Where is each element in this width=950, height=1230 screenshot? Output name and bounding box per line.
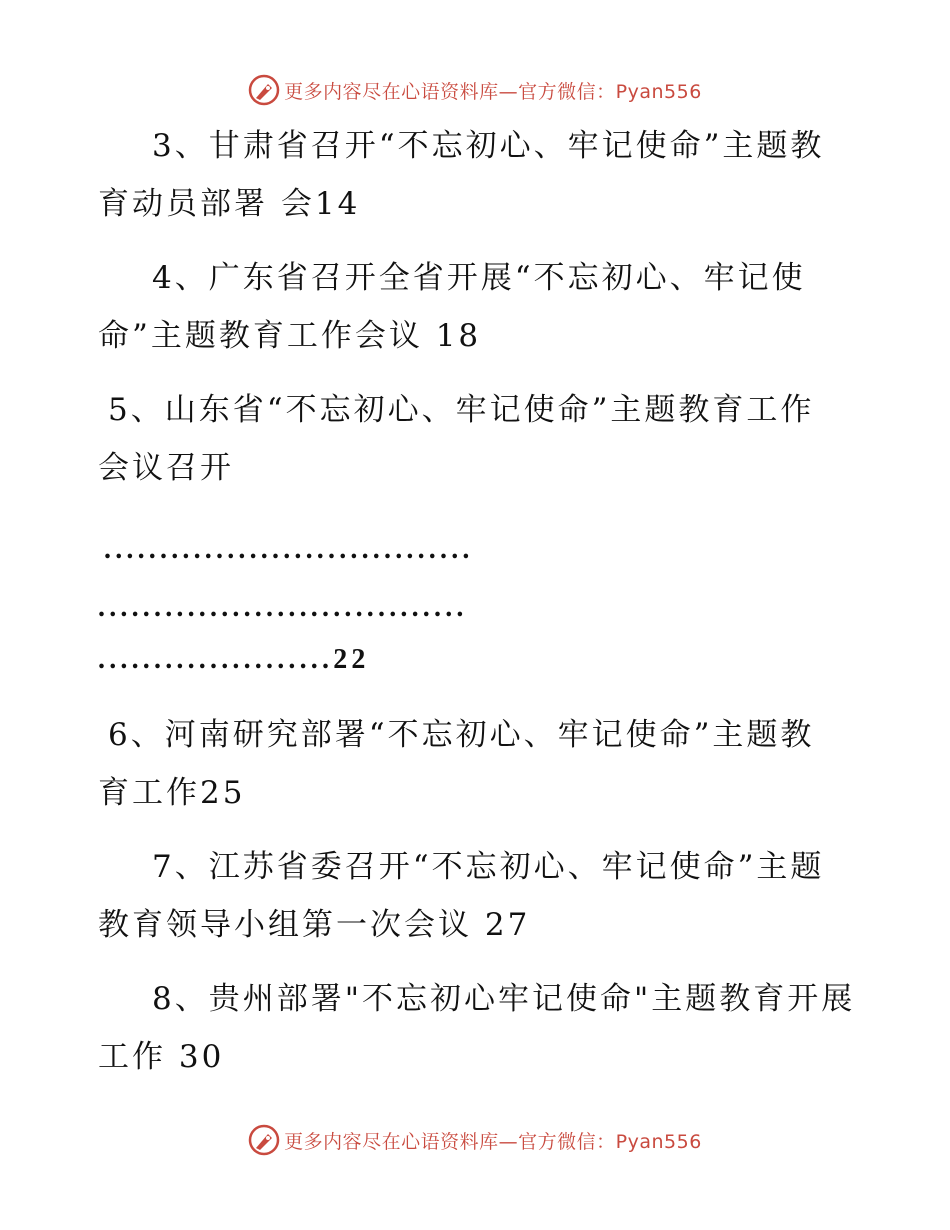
toc-entry-5-line-2: 会议召开 — [98, 450, 234, 486]
footer-banner — [0, 1120, 950, 1160]
toc-entry-8-line-1: 8、贵州部署"不忘初心牢记使命"主题教育开展 — [152, 981, 856, 1017]
toc-leader-dots-1: ................................. — [104, 534, 474, 565]
toc-entry-5-line-1: 5、山东省“不忘初心、牢记使命”主题教育工作 — [108, 392, 815, 428]
toc-entry-4-line-2: 命”主题教育工作会议 18 — [98, 318, 482, 354]
toc-entry-3-line-1: 3、甘肃省召开“不忘初心、牢记使命”主题教 — [152, 128, 825, 164]
pen-nib-icon — [248, 74, 280, 106]
toc-entry-6-line-1: 6、河南研究部署“不忘初心、牢记使命”主题教 — [108, 717, 815, 753]
toc-leader-dots-2: ................................. — [98, 592, 468, 623]
toc-entry-7-line-2: 教育领导小组第一次会议 27 — [98, 907, 531, 943]
pen-nib-icon — [248, 1124, 280, 1156]
header-banner — [0, 70, 950, 110]
toc-leader-dots-3: .....................22 — [98, 644, 370, 675]
banner-text: 更多内容尽在心语资料库—官方微信：Pyan556 — [284, 80, 702, 103]
toc-entry-6-line-2: 育工作25 — [98, 775, 246, 811]
toc-entry-4-line-1: 4、广东省召开全省开展“不忘初心、牢记使 — [152, 260, 806, 296]
toc-entry-8-line-2: 工作 30 — [98, 1039, 225, 1075]
toc-entry-3-line-2: 育动员部署 会14 — [98, 186, 361, 222]
toc-entry-7-line-1: 7、江苏省委召开“不忘初心、牢记使命”主题 — [152, 849, 825, 885]
banner-text: 更多内容尽在心语资料库—官方微信：Pyan556 — [284, 1130, 702, 1153]
